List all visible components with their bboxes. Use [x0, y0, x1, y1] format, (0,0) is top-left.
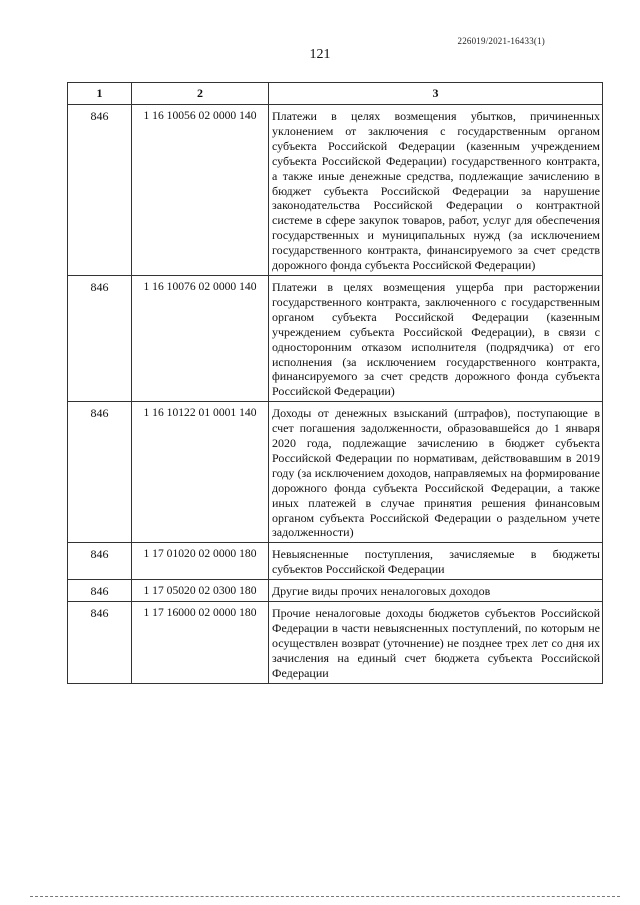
revenue-name-cell: Другие виды прочих неналоговых доходов [269, 580, 603, 602]
budget-code-cell: 1 17 05020 02 0300 180 [132, 580, 269, 602]
page-number: 121 [309, 47, 331, 62]
admin-code-cell: 846 [68, 402, 132, 543]
table-row [68, 402, 603, 543]
admin-code-cell: 846 [68, 275, 132, 401]
table-header-row [68, 83, 603, 105]
admin-code-cell: 846 [68, 543, 132, 580]
table-row [68, 275, 603, 401]
budget-code-cell: 1 16 10056 02 0000 140 [132, 105, 269, 276]
table-row [68, 580, 603, 602]
admin-code-cell: 846 [68, 580, 132, 602]
document-id: 226019/2021-16433(1) [457, 36, 545, 46]
table-row [68, 105, 603, 276]
budget-code-cell: 1 17 01020 02 0000 180 [132, 543, 269, 580]
budget-code-cell: 1 16 10076 02 0000 140 [132, 275, 269, 401]
table-row [68, 602, 603, 684]
scan-artifact-line [30, 896, 620, 897]
column-header-2: 2 [132, 83, 269, 105]
column-header-3: 3 [269, 83, 603, 105]
revenue-codes-table [67, 82, 603, 684]
revenue-name-cell: Прочие неналоговые доходы бюджетов субъектов Российской Федерации в части невыясненных поступлений, по которым не осуществлен возврат (уточнение) не позднее трех лет со дня их зачисления на единый счет бюджета субъекта Российской Федерации [269, 602, 603, 684]
table-row [68, 543, 603, 580]
revenue-name-cell: Платежи в целях возмещения убытков, причиненных уклонением от заключения с государственным органом субъекта Российской Федерации (казенным учреждением субъекта Российской Федерации) государственного контракта, а также иные денежные средства, подлежащие зачислению в бюджет субъекта Российской Федерации за нарушение законодательства Российской Федерации о контрактной системе в сфере закупок товаров, работ, услуг для обеспечения государственных и муниципальных нужд (за исключением государственного контракта, финансируемого за счет средств дорожного фонда субъекта Российской Федерации) [269, 105, 603, 276]
revenue-name-cell: Доходы от денежных взысканий (штрафов), поступающие в счет погашения задолженности, образовавшейся до 1 января 2020 года, подлежащие зачислению в бюджет субъекта Российской Федерации по нормативам, действовавшим в 2019 году (за исключением доходов, направляемых на формирование дорожного фонда субъекта Российской Федерации, а также иных платежей в случае принятия решения финансовым органом субъекта Российской Федерации о раздельном учете задолженности) [269, 402, 603, 543]
revenue-name-cell: Платежи в целях возмещения ущерба при расторжении государственного контракта, заключенного с государственным органом субъекта Российской Федерации (казенным учреждением субъекта Российской Федерации), в связи с односторонним отказом исполнителя (подрядчика) от его исполнения (за исключением государственного контракта, финансируемого за счет средств дорожного фонда субъекта Российской Федерации) [269, 275, 603, 401]
column-header-1: 1 [68, 83, 132, 105]
revenue-name-cell: Невыясненные поступления, зачисляемые в бюджеты субъектов Российской Федерации [269, 543, 603, 580]
budget-code-cell: 1 16 10122 01 0001 140 [132, 402, 269, 543]
budget-code-cell: 1 17 16000 02 0000 180 [132, 602, 269, 684]
admin-code-cell: 846 [68, 105, 132, 276]
admin-code-cell: 846 [68, 602, 132, 684]
